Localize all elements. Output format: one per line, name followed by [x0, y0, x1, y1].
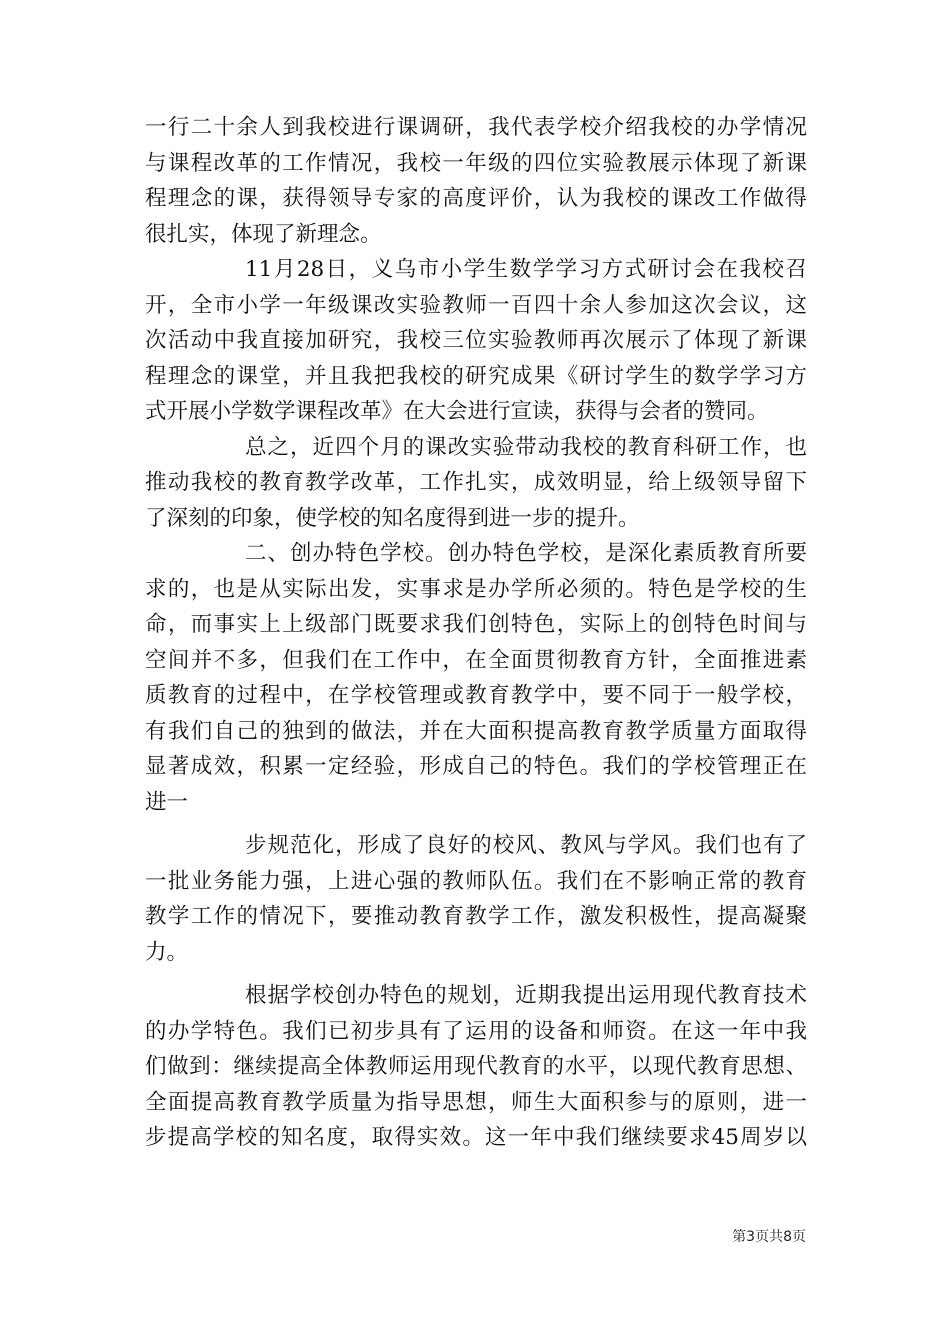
text-line: 步提高学校的知名度，取得实效。这一年中我们继续要求45周岁以 — [145, 1125, 807, 1150]
text-line: 力。 — [145, 939, 189, 965]
text-line: 开，全市小学一年级课改实验教师一百四十余人参加这次会议，这 — [145, 292, 807, 318]
paragraph — [145, 828, 807, 970]
text-line: 推动我校的教育教学改革，工作扎实，成效明显，给上级领导留下 — [145, 470, 807, 495]
paragraph — [145, 252, 807, 430]
text-line: 根据学校创办特色的规划，近期我提出运用现代教育技术 — [245, 983, 807, 1008]
text-line: 质教育的过程中，在学校管理或教育教学中，要不同于一般学校， — [145, 683, 807, 708]
text-line: 二、创办特色学校。创办特色学校，是深化素质教育所要 — [245, 541, 807, 566]
text-line: 的办学特色。我们已初步具有了运用的设备和师资。在这一年中我 — [145, 1018, 807, 1044]
text-line: 总之，近四个月的课改实验带动我校的教育科研工作，也 — [245, 434, 807, 460]
text-line: 程理念的课，获得领导专家的高度评价，认为我校的课改工作做得 — [145, 186, 807, 211]
text-line: 进一 — [145, 789, 189, 815]
text-line: 有我们自己的独到的做法，并在大面积提高教育教学质量方面取得 — [145, 718, 807, 744]
text-line: 11月28日，义乌市小学生数学学习方式研讨会在我校召 — [245, 257, 807, 282]
text-line: 了深刻的印象，使学校的知名度得到进一步的提升。 — [145, 505, 640, 531]
text-line: 步规范化，形成了良好的校风、教风与学风。我们也有了 — [245, 833, 807, 858]
paragraph — [145, 110, 807, 252]
paragraph — [145, 430, 807, 537]
text-line: 求的，也是从实际出发，实事求是办学所必须的。特色是学校的生 — [145, 576, 807, 602]
paragraph — [145, 978, 807, 1156]
document-body — [145, 110, 807, 1156]
text-line: 教学工作的情况下，要推动教育教学工作，激发积极性，提高凝聚 — [145, 904, 807, 929]
text-line: 程理念的课堂，并且我把我校的研究成果《研讨学生的数学学习方 — [145, 363, 807, 389]
text-line: 命，而事实上上级部门既要求我们创特色，实际上的创特色时间与 — [145, 612, 807, 637]
text-line: 显著成效，积累一定经验，形成自己的特色。我们的学校管理正在 — [145, 754, 807, 779]
text-line: 全面提高教育教学质量为指导思想，师生大面积参与的原则，进一 — [145, 1089, 807, 1115]
text-line: 次活动中我直接加研究，我校三位实验教师再次展示了体现了新课 — [145, 328, 807, 353]
paragraph — [145, 536, 807, 820]
text-line: 一行二十余人到我校进行课调研，我代表学校介绍我校的办学情况 — [145, 115, 807, 140]
text-line: 们做到：继续提高全体教师运用现代教育的水平，以现代教育思想、 — [145, 1054, 807, 1079]
text-line: 一批业务能力强，上进心强的教师队伍。我们在不影响正常的教育 — [145, 868, 807, 894]
text-line: 空间并不多，但我们在工作中，在全面贯彻教育方针，全面推进素 — [145, 647, 807, 673]
page-number: 第3页共8页 — [732, 1229, 806, 1245]
text-line: 式开展小学数学课程改革》在大会进行宣读，获得与会者的赞同。 — [145, 399, 769, 424]
text-line: 很扎实，体现了新理念。 — [145, 221, 382, 247]
text-line: 与课程改革的工作情况，我校一年级的四位实验教展示体现了新课 — [145, 150, 807, 176]
